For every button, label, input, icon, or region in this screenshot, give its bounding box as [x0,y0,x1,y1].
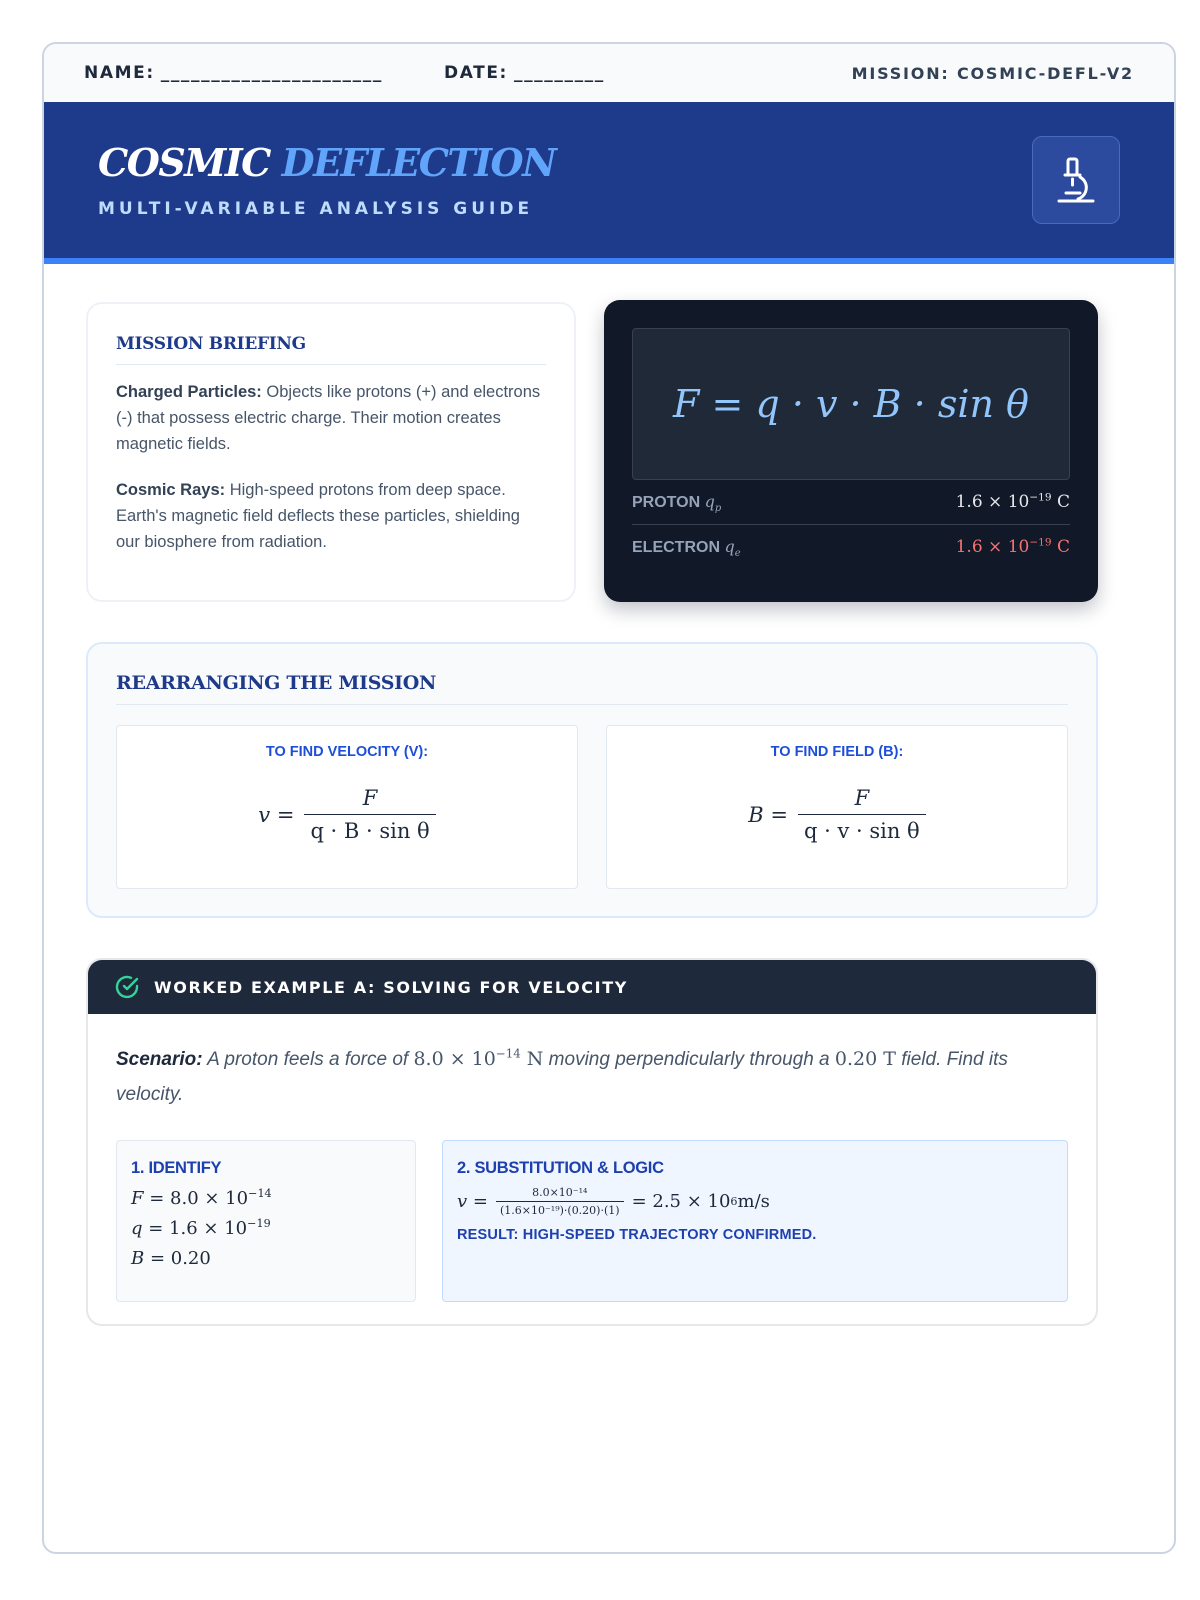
check-circle-icon [114,974,140,1000]
velocity-formula-box [116,725,578,889]
field-caption: TO FIND FIELD (B): [770,744,904,760]
main-formula: F = q · v · B · sin θ [632,328,1070,480]
page-subtitle: MULTI-VARIABLE ANALYSIS GUIDE [98,199,534,219]
scenario-text: Scenario: A proton feels a force of $8.0 \times 10^{-14}$ N moving perpendicularly through a 0.20 T field. Find its velocity. [116,1046,1008,1105]
result-text: RESULT: HIGH-SPEED TRAJECTORY CONFIRMED. [457,1227,817,1243]
name-blank: ______________________ [160,63,383,83]
title-part-1: COSMIC [98,140,270,185]
page-title [98,140,1174,185]
date-label: DATE: [444,63,508,83]
proton-charge-value: $1.6 \times 10^{-19}$ C [955,491,1070,512]
electron-label: ELECTRON $q_e$ [632,536,741,559]
given-field: B = 0.20 [131,1248,211,1269]
mission-code: MISSION: COSMIC-DEFL-V2 [851,63,1134,83]
rearranging-title: REARRANGING THE MISSION [116,672,1068,705]
name-field[interactable] [84,63,444,83]
worksheet-page [42,42,1176,1554]
velocity-caption: TO FIND VELOCITY (V): [265,744,429,760]
date-field[interactable] [444,63,605,83]
name-label: NAME: [84,63,155,83]
identify-step [116,1140,416,1302]
velocity-equation: v = $\frac{F}{\text{q · B · sin θ}}$ [258,786,435,843]
student-info-row [44,44,1174,102]
worked-example-card [86,958,1098,1326]
charged-particles-paragraph [116,379,546,457]
cosmic-rays-paragraph [116,477,546,555]
electron-charge-row [632,524,1070,568]
field-equation: B = $\frac{F}{\text{q · v · sin θ}}$ [748,786,925,843]
worked-example-title: WORKED EXAMPLE A: SOLVING FOR VELOCITY [154,977,628,997]
date-blank: _________ [513,63,605,83]
proton-label: PROTON $q_p$ [632,492,722,515]
electron-charge-value: $1.6 \times 10^{-19}$ C [955,535,1070,557]
field-formula-box [606,725,1068,889]
briefing-title: MISSION BRIEFING [116,334,546,365]
substitution-equation: v = $\frac{\text{8.0×10⁻¹⁴}}{\text{(1.6×10⁻¹⁹)·(0.20)·(1)}}$ = 2.5 × 10 6 m/s [457,1186,770,1217]
identify-title: 1. IDENTIFY [131,1159,222,1177]
mission-briefing-card [86,302,576,602]
proton-charge-row [632,480,1070,524]
title-part-2: DEFLECTION [281,140,556,185]
given-force: $F = 8.0 \times 10^{-14}$ [131,1187,272,1209]
cosmic-rays-term: Cosmic Rays: [116,481,226,499]
charged-particles-text: Objects like protons (+) and electrons (-) that possess electric charge. Their motion creates magnetic fields. [116,383,541,453]
charged-particles-term: Charged Particles: [116,383,262,401]
header-banner [44,102,1174,264]
substitution-step [442,1140,1068,1302]
formula-card [604,300,1098,602]
worked-example-header [88,960,1096,1014]
rearranging-section [86,642,1098,918]
microscope-icon [1032,136,1120,224]
given-charge: $q = 1.6 \times 10^{-19}$ [131,1217,271,1239]
substitution-title: 2. SUBSTITUTION & LOGIC [457,1159,664,1177]
cosmic-rays-text: High-speed protons from deep space. Earth's magnetic field deflects these particles, shielding our biosphere from radiation. [116,481,520,551]
